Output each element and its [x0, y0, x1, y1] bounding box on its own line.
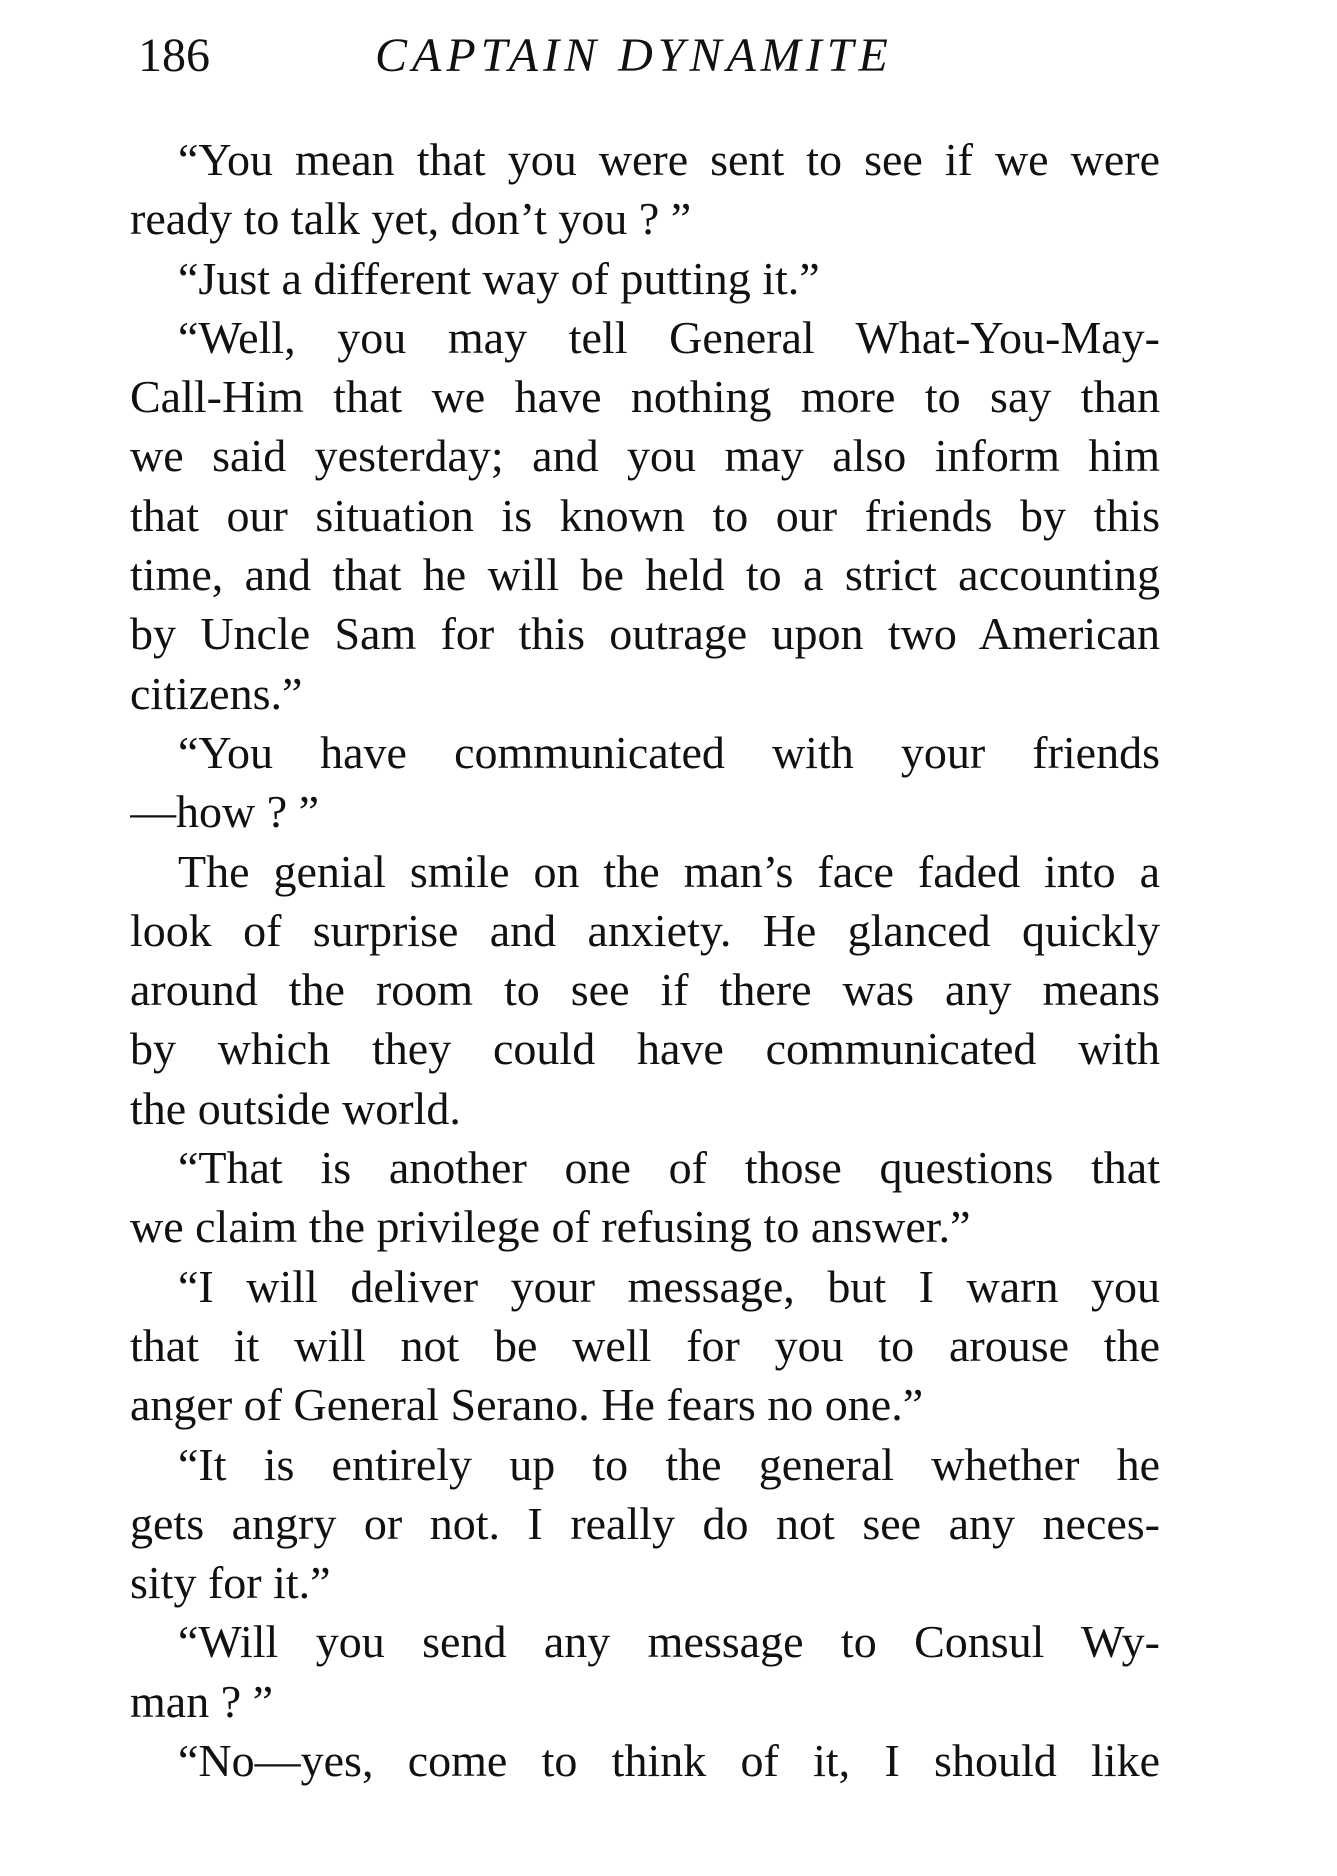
- running-head: [130, 22, 1210, 92]
- text-line: citizens.”: [130, 667, 303, 719]
- text-line: “It is entirely up to the general whether he: [178, 1438, 1160, 1490]
- text-line: the outside world.: [130, 1082, 461, 1134]
- text-line: “You have communicated with your friends: [178, 726, 1160, 778]
- text-line: man ? ”: [130, 1675, 274, 1727]
- text-line: that our situation is known to our friends by this: [130, 489, 1160, 541]
- text-line: time, and that he will be held to a strict accounting: [130, 549, 1160, 601]
- text-line: “You mean that you were sent to see if we were: [178, 134, 1160, 185]
- text-line: “That is another one of those questions that: [178, 1142, 1160, 1194]
- body-text: [130, 130, 1160, 1790]
- text-line: “Well, you may tell General What-You-May-: [178, 311, 1160, 363]
- text-line: Call-Him that we have nothing more to say than: [130, 371, 1160, 423]
- text-line: by which they could have communicated with: [130, 1023, 1160, 1075]
- text-line: “I will deliver your message, but I warn you: [178, 1260, 1160, 1312]
- text-line: gets angry or not. I really do not see any neces-: [130, 1497, 1160, 1549]
- text-line: “Will you send any message to Consul Wy-: [178, 1616, 1160, 1668]
- text-line: —how ? ”: [130, 786, 320, 838]
- text-line: that it will not be well for you to arouse the: [130, 1319, 1160, 1371]
- text-line: around the room to see if there was any means: [130, 964, 1160, 1016]
- text-line: ready to talk yet, don’t you ? ”: [130, 193, 692, 245]
- text-line: anger of General Serano. He fears no one.”: [130, 1379, 924, 1431]
- text-line: The genial smile on the man’s face faded into a: [178, 845, 1160, 897]
- page-number: 186: [138, 29, 210, 82]
- text-line: we said yesterday; and you may also inform him: [130, 430, 1160, 482]
- text-line: sity for it.”: [130, 1557, 331, 1609]
- text-line: look of surprise and anxiety. He glanced quickly: [130, 904, 1160, 956]
- text-line: “No—yes, come to think of it, I should like: [178, 1735, 1160, 1787]
- text-line: we claim the privilege of refusing to answer.”: [130, 1201, 971, 1253]
- running-title: CAPTAIN DYNAMITE: [375, 29, 893, 82]
- text-line: “Just a different way of putting it.”: [178, 252, 820, 304]
- text-line: by Uncle Sam for this outrage upon two American: [130, 608, 1160, 660]
